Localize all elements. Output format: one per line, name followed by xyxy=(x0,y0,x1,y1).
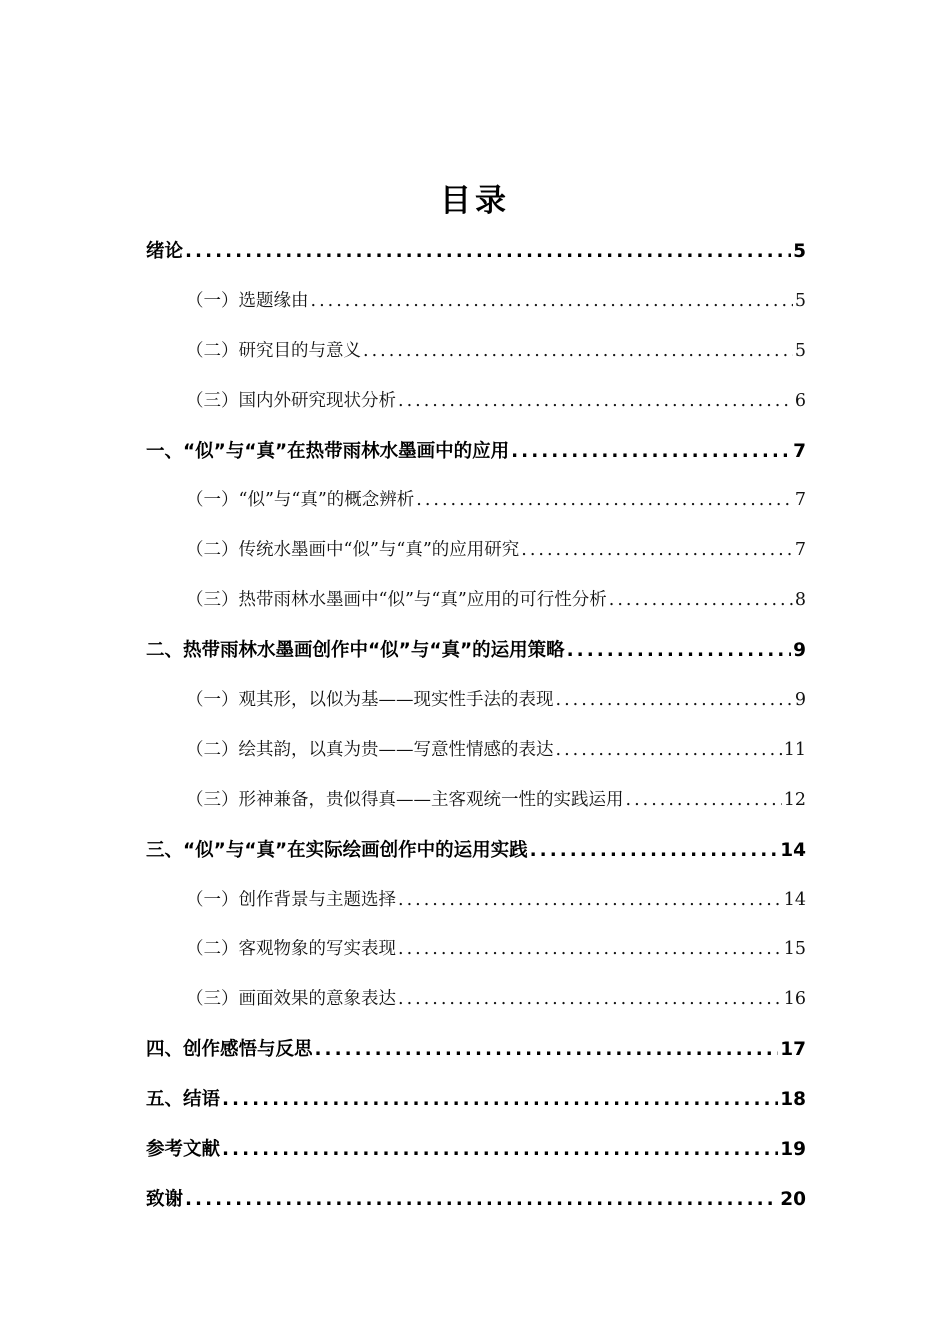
toc-entry-text: 五、结语 xyxy=(146,1089,221,1111)
toc-entry-page: 14 xyxy=(780,839,806,861)
toc-entry-page: 6 xyxy=(794,390,806,411)
toc-entry-text: 一、“似”与“真”在热带雨林水墨画中的应用 xyxy=(146,440,510,462)
toc-dot-leader xyxy=(363,327,793,377)
toc-entry-text: （三）热带雨林水墨画中“似”与“真”应用的可行性分析 xyxy=(186,590,607,611)
toc-dot-leader xyxy=(556,726,782,776)
toc-entry[interactable] xyxy=(146,227,806,277)
toc-entry-text: （二）传统水墨画中“似”与“真”的应用研究 xyxy=(186,540,520,561)
toc-entry-text: 参考文献 xyxy=(146,1139,221,1161)
toc-list xyxy=(146,227,806,1225)
toc-dot-leader xyxy=(222,1125,778,1175)
toc-entry[interactable] xyxy=(146,1025,806,1075)
toc-entry-page: 5 xyxy=(793,241,806,262)
toc-entry-text: （二）绘其韵，以真为贵——写意性情感的表达 xyxy=(186,739,554,760)
toc-entry-page: 5 xyxy=(794,340,806,361)
toc-entry-text: （一）观其形，以似为基——现实性手法的表现 xyxy=(186,690,554,711)
toc-entry-text: （一）创作背景与主题选择 xyxy=(186,889,396,910)
toc-dot-leader xyxy=(521,526,793,576)
toc-entry-text: 绪论 xyxy=(146,241,184,262)
toc-entry[interactable] xyxy=(146,476,806,526)
toc-entry-text: （三）国内外研究现状分析 xyxy=(186,390,396,411)
toc-entry-text: （一）“似”与“真”的概念辨析 xyxy=(186,490,415,511)
toc-entry-page: 9 xyxy=(793,640,806,662)
toc-dot-leader xyxy=(556,676,793,726)
toc-dot-leader xyxy=(315,1025,779,1075)
toc-entry-text: （一）选题缘由 xyxy=(186,290,309,311)
toc-dot-leader xyxy=(609,576,793,626)
toc-entry[interactable] xyxy=(146,726,806,776)
toc-entry-text: （二）研究目的与意义 xyxy=(186,340,361,361)
toc-entry-text: 四、创作感悟与反思 xyxy=(146,1039,313,1061)
toc-entry-page: 18 xyxy=(780,1089,806,1111)
toc-dot-leader xyxy=(626,776,782,826)
toc-dot-leader xyxy=(398,377,793,427)
toc-entry[interactable] xyxy=(146,277,806,327)
toc-entry-page: 9 xyxy=(794,690,806,711)
toc-entry[interactable] xyxy=(146,925,806,975)
toc-entry-page: 15 xyxy=(783,939,806,960)
toc-entry-page: 16 xyxy=(783,989,806,1010)
toc-entry-text: （二）客观物象的写实表现 xyxy=(186,939,396,960)
toc-entry[interactable] xyxy=(146,876,806,926)
toc-entry-page: 17 xyxy=(780,1039,806,1061)
toc-entry-text: （三）画面效果的意象表达 xyxy=(186,989,396,1010)
toc-entry[interactable] xyxy=(146,526,806,576)
toc-title: 目录 xyxy=(440,183,510,219)
toc-entry[interactable] xyxy=(146,1125,806,1175)
toc-entry-page: 5 xyxy=(794,290,806,311)
toc-dot-leader xyxy=(222,1075,778,1125)
toc-entry-page: 7 xyxy=(794,540,806,561)
toc-entry-page: 19 xyxy=(780,1139,806,1161)
toc-dot-leader xyxy=(398,975,782,1025)
toc-entry[interactable] xyxy=(146,776,806,826)
toc-entry-page: 12 xyxy=(783,789,806,810)
toc-entry-page: 11 xyxy=(783,739,806,760)
toc-entry[interactable] xyxy=(146,676,806,726)
toc-entry[interactable] xyxy=(146,427,806,477)
toc-dot-leader xyxy=(511,427,791,477)
toc-entry[interactable] xyxy=(146,377,806,427)
toc-dot-leader xyxy=(567,626,791,676)
toc-dot-leader xyxy=(416,476,793,526)
toc-entry[interactable] xyxy=(146,1175,806,1225)
toc-entry-text: 三、“似”与“真”在实际绘画创作中的运用实践 xyxy=(146,839,528,861)
toc-entry-page: 8 xyxy=(794,590,806,611)
toc-entry[interactable] xyxy=(146,327,806,377)
toc-entry[interactable] xyxy=(146,576,806,626)
toc-dot-leader xyxy=(311,277,793,327)
toc-entry[interactable] xyxy=(146,1075,806,1125)
toc-dot-leader xyxy=(398,876,782,926)
toc-entry-page: 14 xyxy=(783,889,806,910)
toc-entry-text: （三）形神兼备，贵似得真——主客观统一性的实践运用 xyxy=(186,789,624,810)
toc-entry-page: 7 xyxy=(794,490,806,511)
toc-dot-leader xyxy=(185,1175,778,1225)
toc-entry[interactable] xyxy=(146,975,806,1025)
toc-entry-page: 20 xyxy=(780,1188,806,1210)
toc-entry[interactable] xyxy=(146,626,806,676)
toc-entry-text: 致谢 xyxy=(146,1188,184,1210)
toc-dot-leader xyxy=(185,227,791,277)
toc-dot-leader xyxy=(530,826,779,876)
toc-entry[interactable] xyxy=(146,826,806,876)
toc-entry-page: 7 xyxy=(793,440,806,462)
toc-entry-text: 二、热带雨林水墨画创作中“似”与“真”的运用策略 xyxy=(146,640,565,662)
toc-dot-leader xyxy=(398,925,782,975)
